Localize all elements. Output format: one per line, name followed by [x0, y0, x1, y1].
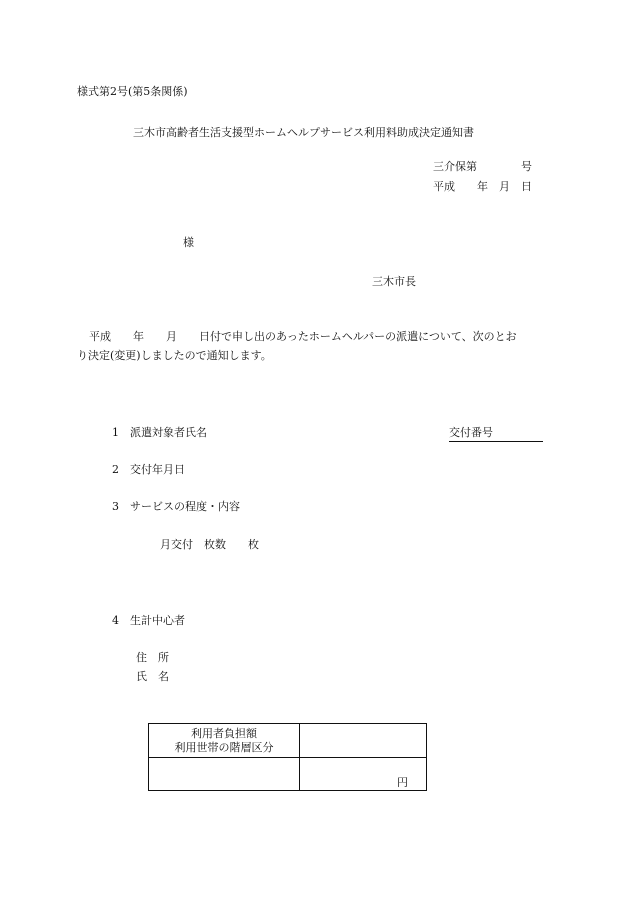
item-4-number: 4 — [112, 614, 119, 627]
table-header-line-1: 利用者負担額 — [191, 727, 257, 740]
item-1-label: 派遣対象者氏名 — [130, 426, 207, 439]
table-header-cell — [149, 727, 299, 755]
form-number: 様式第2号(第5条関係) — [77, 85, 188, 98]
item-3-label: サービスの程度・内容 — [130, 500, 240, 513]
item-1-number: 1 — [112, 426, 119, 439]
table-row-divider — [149, 757, 426, 758]
document-title: 三木市高齢者生活支援型ホームヘルプサービス利用料助成決定通知書 — [133, 126, 474, 139]
body-text-line-2: り決定(変更)しましたので通知します。 — [77, 349, 272, 362]
service-detail: 月交付 枚数 枚 — [160, 538, 259, 551]
item-2-label: 交付年月日 — [130, 463, 185, 476]
item-4-label: 生計中心者 — [130, 614, 185, 627]
name-label: 氏 名 — [136, 670, 169, 683]
yen-unit: 円 — [397, 776, 408, 789]
item-3-number: 3 — [112, 500, 119, 513]
reference-date: 平成 年 月 日 — [433, 180, 532, 193]
issue-number-label: 交付番号 — [449, 426, 543, 442]
addressee-suffix: 様 — [183, 236, 194, 249]
burden-table — [148, 723, 427, 791]
table-header-line-2: 利用世帯の階層区分 — [174, 741, 274, 754]
address-label: 住 所 — [136, 651, 169, 664]
body-text-line-1: 平成 年 月 日付で申し出のあったホームヘルパーの派遣について、次のとお — [89, 330, 517, 343]
reference-number: 三介保第 号 — [433, 160, 532, 173]
item-2-number: 2 — [112, 463, 119, 476]
issuer: 三木市長 — [372, 275, 416, 288]
